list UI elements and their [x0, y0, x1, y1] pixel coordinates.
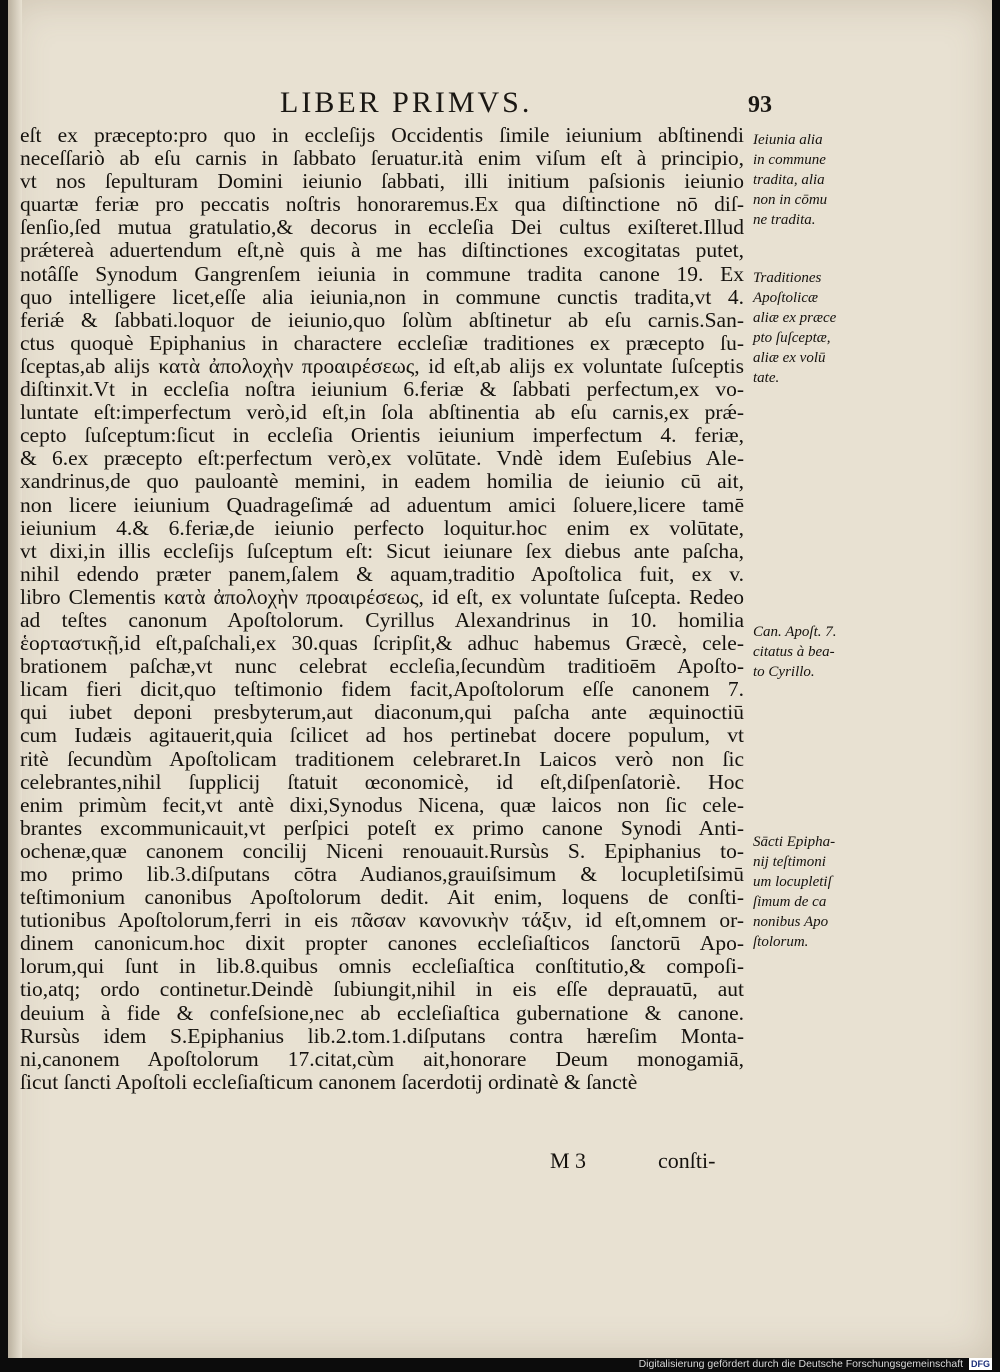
- text-line: quartæ feriæ pro peccatis noſtris honoraremus.Ex qua diſtinctione nō diſ-: [20, 193, 744, 217]
- marginal-note-line: pto ſuſceptæ,: [753, 330, 831, 346]
- marginal-note-1: [753, 130, 853, 230]
- marginal-note-line: non in cōmu: [753, 192, 828, 208]
- text-line: luntate eſt:imperfectum verò,id eſt,in ſola abſtinentia ab eſu carnis,ex prǽ-: [20, 401, 744, 425]
- text-line: feriǽ & ſabbati.loquor de ieiunio,quo ſolùm abſtinetur ab eſu carnis.San-: [20, 308, 744, 332]
- text-line: mo primo lib.3.diſputans cōtra Audianos,grauiſsimum & locupletiſsimū: [20, 863, 744, 886]
- text-line: teſtimonium canonibus Apoſtolorum dedit. Ait enim, loquens de conſti-: [20, 886, 744, 910]
- text-line: & 6.ex præcepto eſt:perfectum verò,ex volūtate. Vndè idem Euſebius Ale-: [20, 447, 744, 471]
- text-line: tutionibus Apoſtolorum,ferri in eis πᾶσαν κανονικὴν τάξιν, id eſt,omnem or-: [20, 909, 744, 933]
- marginal-note-line: nonibus Apo: [753, 914, 829, 930]
- marginal-note-line: citatus à bea-: [753, 644, 835, 660]
- text-line: licam fieri dicit,quo teſtimonio fidem facit,Apoſtolorum eſſe canonem 7.: [20, 678, 744, 702]
- marginal-note-line: Ieiunia alia: [753, 132, 823, 148]
- text-line: qui iubet deponi presbyterum,aut diaconum,qui paſcha ante æquinoctiū: [20, 701, 744, 725]
- marginal-note-line: in commune: [753, 152, 826, 168]
- text-line: deuium à fide & confeſsione,nec ab eccleſiaſtica gubernatione & canone.: [20, 1001, 744, 1025]
- text-line: Rursùs idem S.Epiphanius lib.2.tom.1.diſputans contra hæreſim Monta-: [20, 1024, 744, 1048]
- text-line: vt nos ſepulturam Domini ieiunio ſabbati, illi initium paſsionis ieiunio: [20, 170, 744, 194]
- marginal-note-3: [753, 622, 853, 682]
- text-line: celebrantes,nihil ſupplicij ſtatuit œconomicè, id eſt,diſpenſatoriè. Hoc: [20, 770, 744, 794]
- digitization-footer: [639, 1357, 992, 1371]
- marginal-note-line: aliæ ex præce: [753, 310, 837, 326]
- text-line: libro Clementis κατὰ ἀπολοχὴν προαιρέσεως, id eſt, ex voluntate ſuſcepta. Redeo: [20, 585, 744, 609]
- text-line: quo intelligere licet,eſſe alia ieiunia,non in commune cunctis tradita,vt 4.: [20, 285, 744, 309]
- text-line: ritè ſecundùm Apoſtolicam traditionem celebraret.In Laicos verò non ſic: [20, 747, 744, 771]
- catchword-row: [8, 1148, 992, 1178]
- text-line: neceſſariò ab eſu carnis in ſabbato ſeruatur.ità enim viſum eſt à principio,: [20, 147, 744, 171]
- running-title: LIBER PRIMVS.: [280, 86, 533, 119]
- text-line: dinem canonicum.hoc dixit propter canones eccleſiaſticos ſanctorū Apo-: [20, 932, 744, 956]
- marginal-note-line: to Cyrillo.: [753, 664, 815, 680]
- body-text: [20, 124, 744, 1094]
- text-line: non licere ieiunium Quadrageſimǽ ad aduentum amici ſoluere,licere tamē: [20, 493, 744, 517]
- footer-credit: Digitalisierung gefördert durch die Deutsche Forschungsgemeinschaft: [638, 1358, 964, 1370]
- text-line: ni,canonem Apoſtolorum 17.citat,cùm ait,honorare Deum monogamiā,: [20, 1047, 744, 1071]
- text-line: cepto ſuſceptum:ſicut in eccleſia Orientis ieiunium imperfectum 4. feriæ,: [20, 424, 744, 448]
- marginal-note-line: um locupletiſ: [753, 874, 832, 890]
- text-line: ieiunium 4.& 6.feriæ,de ieiunio perfecto loquitur.hoc enim ex volūtate,: [20, 516, 744, 540]
- marginal-note-line: ſtolorum.: [753, 934, 809, 950]
- marginal-note-line: tradita, alia: [753, 172, 825, 188]
- marginal-note-line: Can. Apoſt. 7.: [753, 624, 837, 640]
- marginal-note-line: Traditiones: [753, 270, 822, 286]
- text-line: nihil edendo præter panem,ſalem & aquam,traditio Apoſtolica fuit, ex v.: [20, 562, 744, 586]
- text-line: ochenæ,quæ canonem concilij Niceni renouauit.Rursùs S. Epiphanius to-: [20, 839, 744, 863]
- marginal-note-line: ne tradita.: [753, 212, 816, 228]
- signature-mark: M 3: [550, 1148, 587, 1173]
- text-line: brationem paſchæ,vt nunc celebrat eccleſia,ſecundùm traditioēm Apoſto-: [20, 655, 744, 679]
- dfg-logo-icon: DFG: [971, 1359, 990, 1369]
- text-line: lorum,qui ſunt in lib.8.quibus omnis eccleſiaſtica conſtitutio,& compoſi-: [20, 955, 744, 979]
- text-line: ſceptas,ab alijs κατὰ ἀπολοχὴν προαιρέσεως, id eſt,ab alijs ex voluntate ſuſceptis: [20, 354, 744, 378]
- marginal-note-line: ſimum de ca: [753, 894, 827, 910]
- marginal-note-2: [753, 268, 853, 388]
- text-line: ſicut ſancti Apoſtoli eccleſiaſticum canonem ſacerdotij ordinatè & ſanctè: [20, 1070, 638, 1094]
- marginal-note-line: nij teſtimoni: [753, 854, 826, 870]
- text-line: prǽtereà aduertendum eſt,nè quis à me has diſtinctiones excogitatas putet,: [20, 239, 744, 263]
- book-page: [8, 0, 992, 1358]
- marginal-note-line: Apoſtolicæ: [753, 290, 818, 306]
- text-line: cum Iudæis agitauerit,quia ſcilicet ad hos pertinebat docere populum, vt: [20, 724, 744, 748]
- text-line: ſenſio,ſed mutua gratulatio,& decorus in eccleſia Dei cultus exiſteret.Illud: [20, 216, 744, 240]
- page-number: 93: [748, 92, 772, 118]
- marginal-note-line: aliæ ex volū: [753, 350, 826, 366]
- marginal-note-line: Sācti Epipha-: [753, 834, 836, 850]
- marginal-note-line: tate.: [753, 370, 780, 386]
- catchword: conſti-: [658, 1148, 716, 1173]
- text-line: diſtinxit.Vt in eccleſia noſtra ieiunium 6.feriæ & ſabbati perfectum,ex vo-: [20, 378, 744, 402]
- text-line: notâſſe Synodum Gangrenſem ieiunia in commune tradita canone 19. Ex: [20, 262, 744, 286]
- text-line: brantes excommunicauit,vt perſpici poteſt ex primo canone Synodi Anti-: [20, 816, 744, 840]
- text-line: tio,atq; ordo continetur.Deindè ſubiungit,nihil in eis eſſe deprauatū, aut: [20, 978, 744, 1002]
- text-line: eſt ex præcepto:pro quo in eccleſijs Occidentis ſimile ieiunium abſtinendi: [20, 124, 744, 147]
- text-line: ἑορταστικῇ,id eſt,paſchali,ex 30.quas ſcripſit,& adhuc habemus Græcè, cele-: [20, 632, 744, 656]
- text-line: xandrinus,de quo pauloantè memini, in eadem homilia de ieiunio cū ait,: [20, 470, 744, 494]
- page-header: [8, 84, 992, 124]
- text-line: vt dixi,in illis eccleſijs ſuſceptum eſt: Sicut ieiunare ſex diebus ante paſcha,: [20, 539, 744, 563]
- text-line: enim primùm fecit,vt antè dixi,Synodus Nicena, quæ laicos non ſic cele-: [20, 793, 744, 817]
- text-line: ad teſtes canonum Apoſtolorum. Cyrillus Alexandrinus in 10. homilia: [20, 608, 744, 632]
- text-line: ctus quoquè Epiphanius in charactere eccleſiæ traditiones ex præcepto ſu-: [20, 331, 744, 355]
- marginal-note-4: [753, 832, 853, 952]
